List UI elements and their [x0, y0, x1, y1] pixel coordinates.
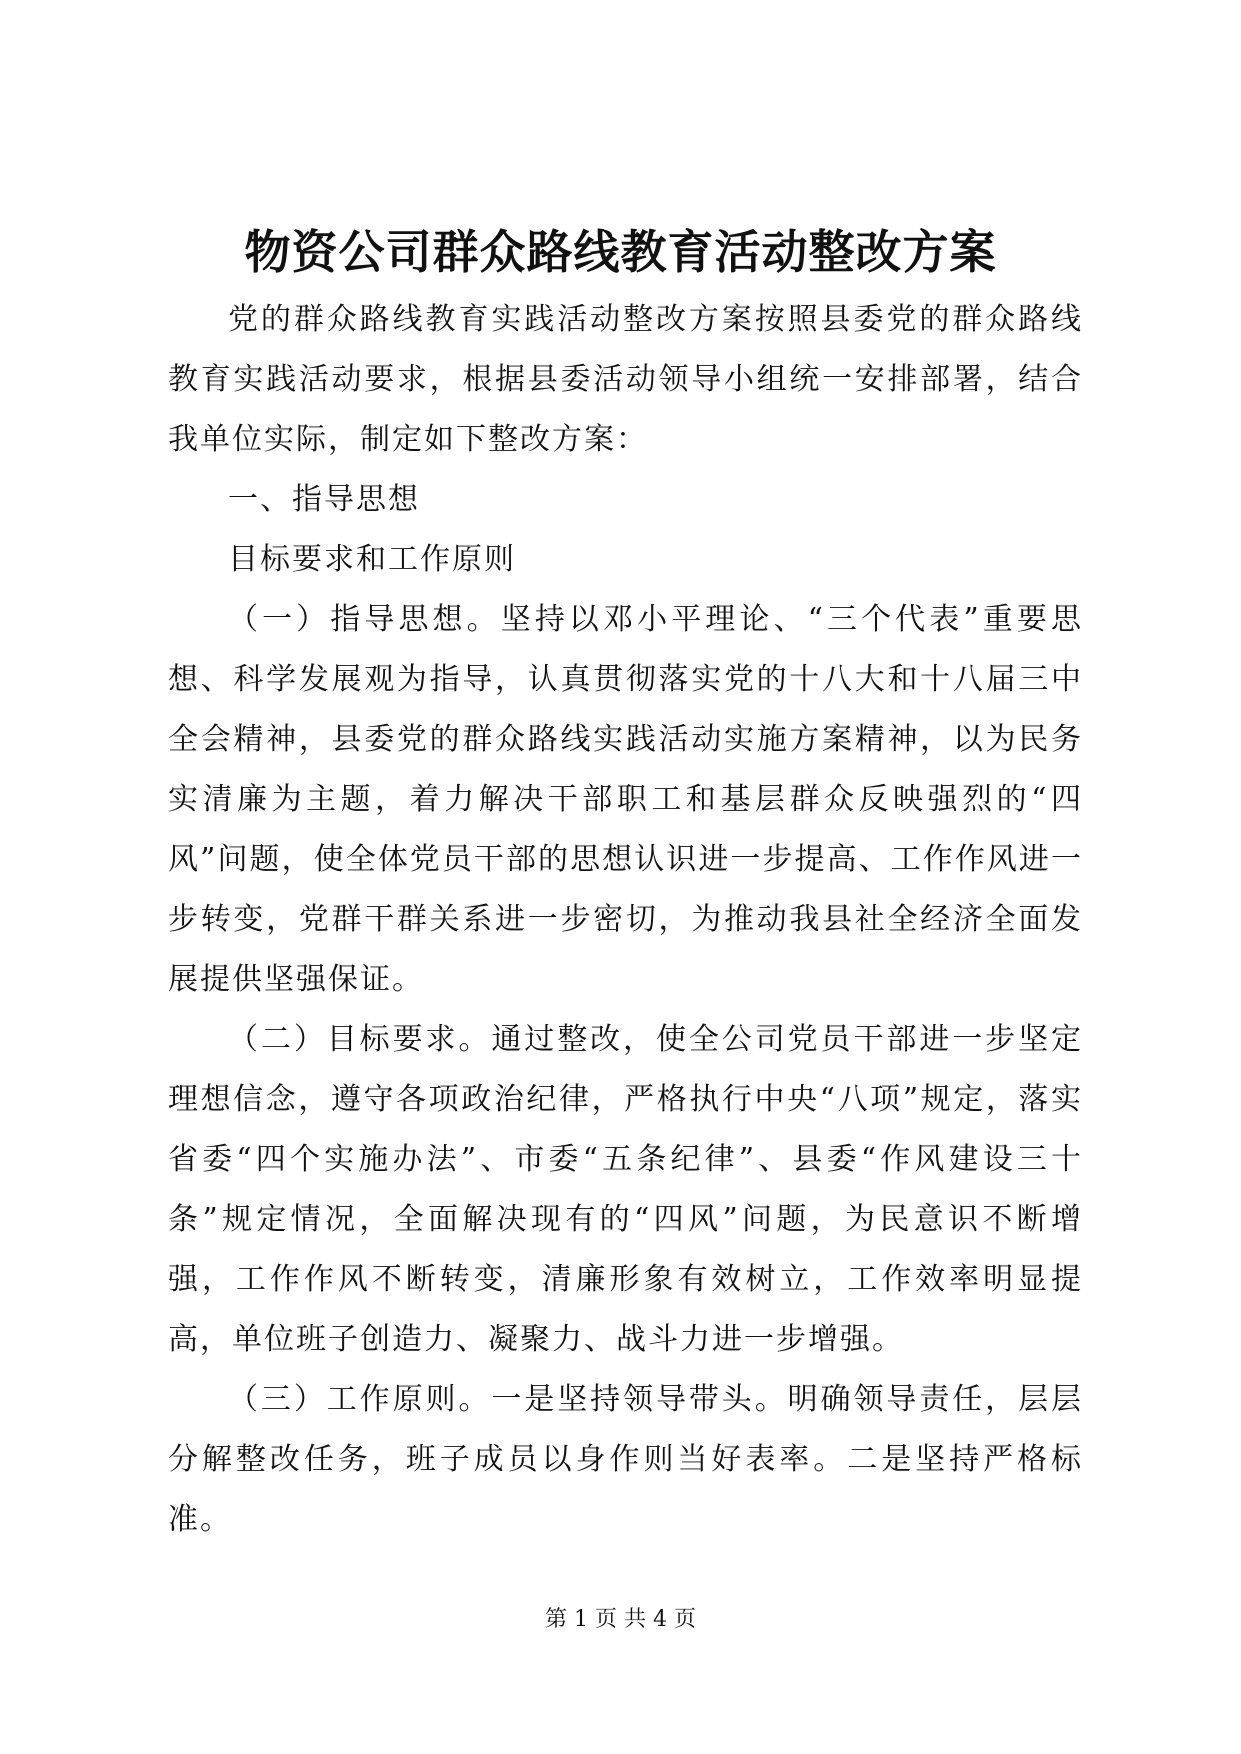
- paragraph-intro: 党的群众路线教育实践活动整改方案按照县委党的群众路线教育实践活动要求，根据县委活动领导小组统一安排部署，结合我单位实际，制定如下整改方案：: [168, 302, 1083, 457]
- paragraph-guiding-ideology: （一）指导思想。坚持以邓小平理论、“三个代表”重要思想、科学发展观为指导，认真贯彻落实党的十八大和十八届三中全会精神，县委党的群众路线实践活动实施方案精神，以为民务实清廉为主题，着力解决干部职工和基层群众反映强烈的“四风”问题，使全体党员干部的思想认识进一步提高、工作作风进一步转变，党群干群关系进一步密切，为推动我县社全经济全面发展提供坚强保证。: [168, 602, 1083, 997]
- paragraph-principles: （三）工作原则。一是坚持领导带头。明确领导责任，层层分解整改任务，班子成员以身作则当好表率。二是坚持严格标准。: [168, 1382, 1083, 1537]
- document-body: [168, 290, 1083, 1550]
- page-footer: 第 1 页 共 4 页: [545, 1607, 696, 1632]
- section-heading-guiding-ideology: 一、指导思想: [228, 482, 420, 517]
- document-title: 物资公司群众路线教育活动整改方案: [244, 225, 997, 279]
- section-subheading: 目标要求和工作原则: [228, 542, 516, 577]
- paragraph-goals: （二）目标要求。通过整改，使全公司党员干部进一步坚定理想信念，遵守各项政治纪律，严格执行中央“八项”规定，落实省委“四个实施办法”、市委“五条纪律”、县委“作风建设三十条”规定情况，全面解决现有的“四风”问题，为民意识不断增强，工作作风不断转变，清廉形象有效树立，工作效率明显提高，单位班子创造力、凝聚力、战斗力进一步增强。: [168, 1022, 1083, 1357]
